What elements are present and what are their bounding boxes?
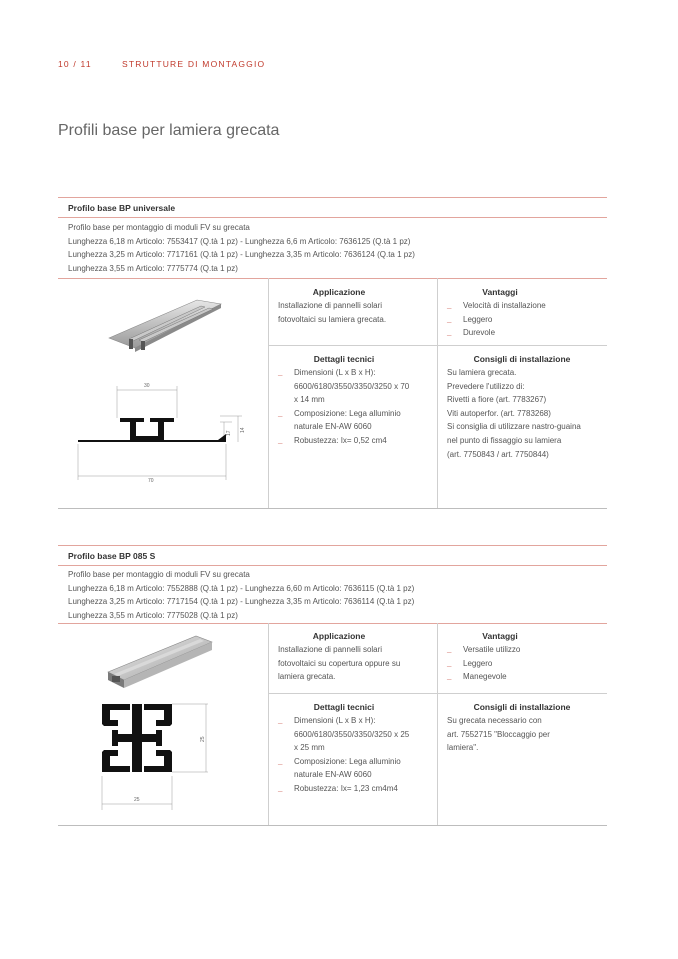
dimension-label: 25	[200, 736, 206, 742]
profile-3d-illustration	[105, 292, 225, 357]
list-item: _ Dimensioni (L x B x H): 6600/6180/3550/3350/3250 x 70 x 14 mm	[278, 368, 410, 405]
vantaggi-list	[447, 299, 546, 340]
intro-line: Lunghezza 3,25 m Articolo: 7717161 (Q.tà 1 pz) - Lunghezza 3,35 m Articolo: 7636124 (Q.ta 1 pz)	[68, 250, 415, 259]
profile-technical-drawing	[96, 700, 214, 812]
page-title: Profili base per lamiera grecata	[58, 122, 280, 139]
applicazione-text	[278, 299, 386, 326]
divider	[268, 345, 607, 346]
column-divider	[437, 278, 438, 508]
divider	[58, 545, 607, 546]
list-item: _ Composizione: Lega alluminio naturale EN-AW 6060	[278, 756, 401, 780]
column-divider	[268, 623, 269, 825]
consigli-title: Consigli di installazione	[473, 702, 571, 712]
list-item: _ Versatile utilizzo	[447, 645, 521, 654]
list-item: _ Manegevole	[447, 672, 507, 682]
divider	[268, 693, 607, 694]
divider	[58, 197, 607, 198]
dimension-label: 17	[226, 430, 232, 436]
section-title: STRUTTURE DI MONTAGGIO	[122, 59, 266, 69]
divider	[58, 278, 607, 279]
product-intro: Profilo base per montaggio di moduli FV su grecata Lunghezza 6,18 m Articolo: 7552888 (Q.tà 1 pz) - Lunghezza 6,60 m Articolo: 7636115 (Q.tà 1 pz) Lunghezza 3,25 m Articolo: 7717154 (Q.tà 1 pz) - Lunghezza 3,35 m Articolo: 7636114 (Q.tà 1 pz) Lunghezza 3,55 m Articolo: 7775028 (Q.tà 1 pz)	[68, 570, 415, 620]
product-intro	[68, 221, 415, 275]
divider	[58, 508, 607, 509]
list-item: _ Leggero	[447, 314, 493, 324]
list-item: _ Robustezza: Ix= 1,23 cm4m4	[278, 783, 398, 793]
product-title: Profilo base BP universale	[68, 203, 176, 213]
divider	[58, 217, 607, 218]
consigli-text: Su grecata necessario con art. 7552715 "Bloccaggio per lamiera".	[447, 716, 550, 753]
column-divider	[268, 278, 269, 508]
list-item: _ Composizione: Lega alluminio naturale EN-AW 6060	[278, 408, 401, 432]
intro-line: Lunghezza 3,55 m Articolo: 7775774 (Q.ta 1 pz)	[68, 263, 238, 273]
page-header	[58, 59, 266, 69]
dettagli-list	[278, 714, 409, 796]
divider	[58, 623, 607, 624]
text-line: fotovoltaici su lamiera grecata.	[278, 314, 387, 324]
dimension-label: 14	[240, 427, 246, 433]
dimension-label: 25	[134, 797, 140, 803]
consigli-text: Su lamiera grecata. Prevedere l'utilizzo di: Rivetti a fiore (art. 7783267) Viti autoperfor. (art. 7783268) Si consiglia di utilizzare nastro-guaina nel punto di fissaggio su lamiera (art. 7750843 / art. 7750844)	[447, 368, 581, 459]
list-item: _ Dimensioni (L x B x H): 6600/6180/3550/3350/3250 x 25 x 25 mm	[278, 716, 410, 753]
column-divider	[437, 623, 438, 825]
intro-line: Profilo base per montaggio di moduli FV su grecata	[68, 223, 250, 232]
page-numbers: 10 / 11	[58, 59, 92, 69]
dettagli-title: Dettagli tecnici	[313, 702, 375, 712]
list-item: _ Robustezza: Ix= 0,52 cm4	[278, 435, 387, 445]
list-item: _ Durevole	[447, 328, 496, 338]
vantaggi-title: Vantaggi	[482, 287, 518, 297]
intro-line: Lunghezza 6,18 m Articolo: 7553417 (Q.tà 1 pz) - Lunghezza 6,6 m Articolo: 7636125 (Q.tà 1 pz)	[68, 236, 411, 246]
applicazione-text: Installazione di pannelli solari fotovoltaici su copertura oppure su lamiera grecata.	[278, 645, 401, 682]
list-item: _ Leggero	[447, 658, 493, 668]
vantaggi-title: Vantaggi	[482, 631, 518, 641]
dettagli-list	[278, 366, 409, 448]
consigli-title: Consigli di installazione	[473, 354, 571, 364]
vantaggi-list	[447, 643, 520, 684]
profile-3d-illustration	[100, 632, 215, 690]
product-title: Profilo base BP 085 S	[68, 551, 156, 561]
applicazione-title: Applicazione	[312, 631, 366, 641]
text-line: Installazione di pannelli solari	[278, 301, 383, 310]
divider	[58, 825, 607, 826]
profile-technical-drawing	[74, 378, 254, 488]
dimension-label: 70	[148, 478, 154, 484]
dettagli-title: Dettagli tecnici	[313, 354, 375, 364]
list-item: _ Velocità di installazione	[447, 301, 546, 310]
divider	[58, 565, 607, 566]
dimension-label: 30	[144, 383, 150, 389]
applicazione-title: Applicazione	[312, 287, 366, 297]
